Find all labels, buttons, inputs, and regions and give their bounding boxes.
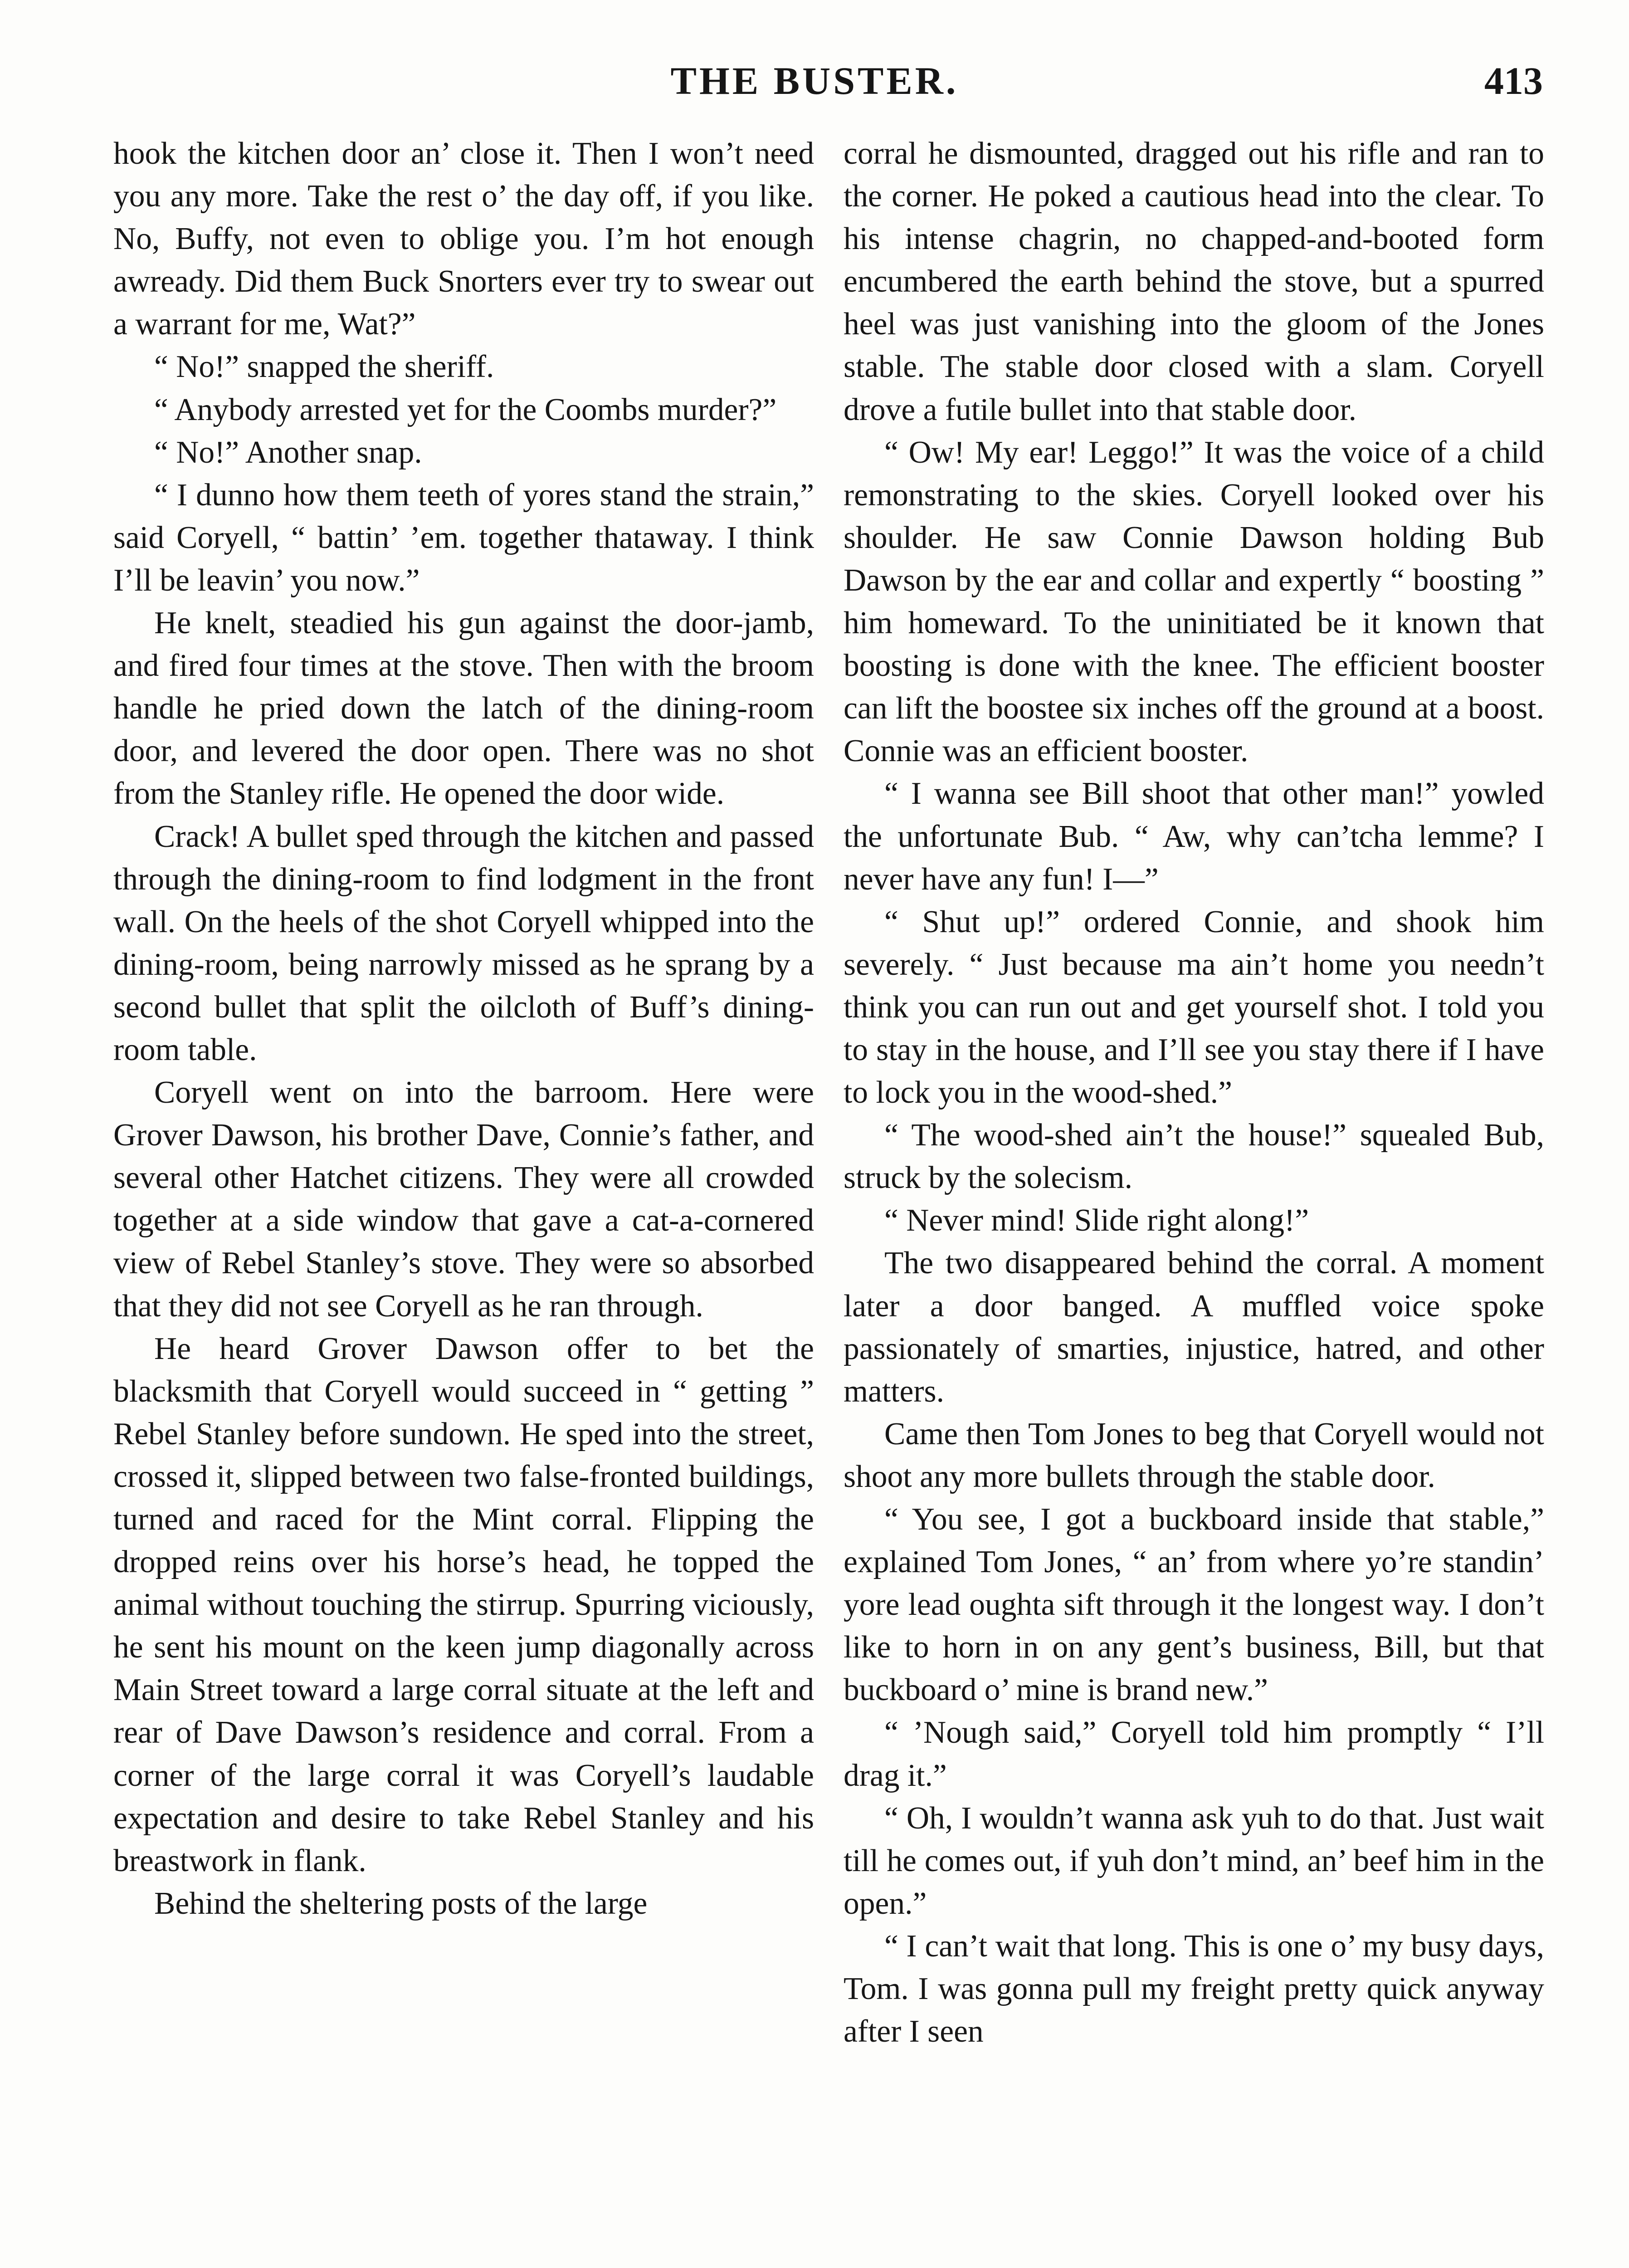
paragraph: “ No!” Another snap. <box>154 435 422 470</box>
paragraph: “ Anybody arrested yet for the Coombs murder?” <box>154 392 777 427</box>
page-number: 413 <box>1484 59 1543 103</box>
paragraph: “ Oh, I wouldn’t wanna ask yuh to do that. Just wait till he comes out, if yuh don’t mind, an’ beef him in the open.” <box>844 1800 1544 1921</box>
paragraph: Behind the sheltering posts of the large <box>154 1886 648 1921</box>
paragraph: He heard Grover Dawson offer to bet the blacksmith that Coryell would succeed in “ getting ” Rebel Stanley before sundown. He sped into the street, crossed it, slipped between two false-fronted buildings, turned and raced for the Mint corral. Flipping the dropped reins over his horse’s head, he topped the animal without touching the stirrup. Spurring viciously, he sent his mount on the keen jump diagonally across Main Street toward a large corral situate at the left and rear of Dave Dawson’s residence and corral. From a corner of the large corral it was Coryell’s laudable expectation and desire to take Rebel Stanley and his breastwork in flank. <box>113 1331 814 1878</box>
paragraph: “ No!” snapped the sheriff. <box>154 349 494 385</box>
left-column <box>113 132 814 1925</box>
paragraph: He knelt, steadied his gun against the door-jamb, and fired four times at the stove. Then with the broom handle he pried down the latch of the dining-room door, and levered the door open. There was no shot from the Stanley rifle. He opened the door wide. <box>113 606 814 811</box>
paragraph: corral he dismounted, dragged out his rifle and ran to the corner. He poked a cautious head into the clear. To his intense chagrin, no chapped-and-booted form encumbered the earth behind the stove, but a spurred heel was just vanishing into the gloom of the Jones stable. The stable door closed with a slam. Coryell drove a futile bullet into that stable door. <box>844 136 1544 427</box>
right-column <box>844 132 1544 2053</box>
paragraph: “ You see, I got a buckboard inside that stable,” explained Tom Jones, “ an’ from where yo’re standin’ yore lead oughta sift through it the longest way. I don’t like to horn in on any gent’s business, Bill, but that buckboard o’ mine is brand new.” <box>844 1502 1544 1708</box>
running-title: THE BUSTER. <box>670 59 959 103</box>
paragraph: Crack! A bullet sped through the kitchen and passed through the dining-room to find lodgment in the front wall. On the heels of the shot Coryell whipped into the dining-room, being narrowly missed as he sprang by a second bullet that split the oilcloth of Buff’s dining-room table. <box>113 819 814 1067</box>
paragraph: The two disappeared behind the corral. A moment later a door banged. A muffled voice spoke passionately of smarties, injustice, hatred, and other matters. <box>844 1246 1544 1409</box>
paragraph: “ I dunno how them teeth of yores stand the strain,” said Coryell, “ battin’ ’em. together thataway. I think I’ll be leavin’ you now.” <box>113 477 814 598</box>
paragraph: “ Ow! My ear! Leggo!” It was the voice of a child remonstrating to the skies. Coryell looked over his shoulder. He saw Connie Dawson holding Bub Dawson by the ear and collar and expertly “ boosting ” him homeward. To the uninitiated be it known that boosting is done with the knee. The efficient booster can lift the boostee six inches off the ground at a boost. Connie was an efficient booster. <box>844 435 1544 769</box>
paragraph: “ The wood-shed ain’t the house!” squealed Bub, struck by the solecism. <box>844 1118 1544 1196</box>
paragraph: “ I can’t wait that long. This is one o’ my busy days, Tom. I was gonna pull my freight pretty quick anyway after I seen <box>844 1928 1544 2049</box>
paragraph: “ I wanna see Bill shoot that other man!” yowled the unfortunate Bub. “ Aw, why can’tcha lemme? I never have any fun! I—” <box>844 776 1544 897</box>
paragraph: hook the kitchen door an’ close it. Then I won’t need you any more. Take the rest o’ the day off, if you like. No, Buffy, not even to oblige you. I’m hot enough awready. Did them Buck Snorters ever try to swear out a warrant for me, Wat?” <box>113 136 814 342</box>
paragraph: “ ’Nough said,” Coryell told him promptly “ I’ll drag it.” <box>844 1715 1544 1793</box>
paragraph: “ Never mind! Slide right along!” <box>884 1203 1309 1238</box>
page-header <box>0 58 1629 108</box>
paragraph: “ Shut up!” ordered Connie, and shook him severely. “ Just because ma ain’t home you needn’t think you can run out and get yourself shot. I told you to stay in the house, and I’ll see you stay there if I have to lock you in the wood-shed.” <box>844 904 1544 1110</box>
paragraph: Came then Tom Jones to beg that Coryell would not shoot any more bullets through the stable door. <box>844 1416 1544 1494</box>
paragraph: Coryell went on into the barroom. Here were Grover Dawson, his brother Dave, Connie’s father, and several other Hatchet citizens. They were all crowded together at a side window that gave a cat-a-cornered view of Rebel Stanley’s stove. They were so absorbed that they did not see Coryell as he ran through. <box>113 1075 814 1324</box>
